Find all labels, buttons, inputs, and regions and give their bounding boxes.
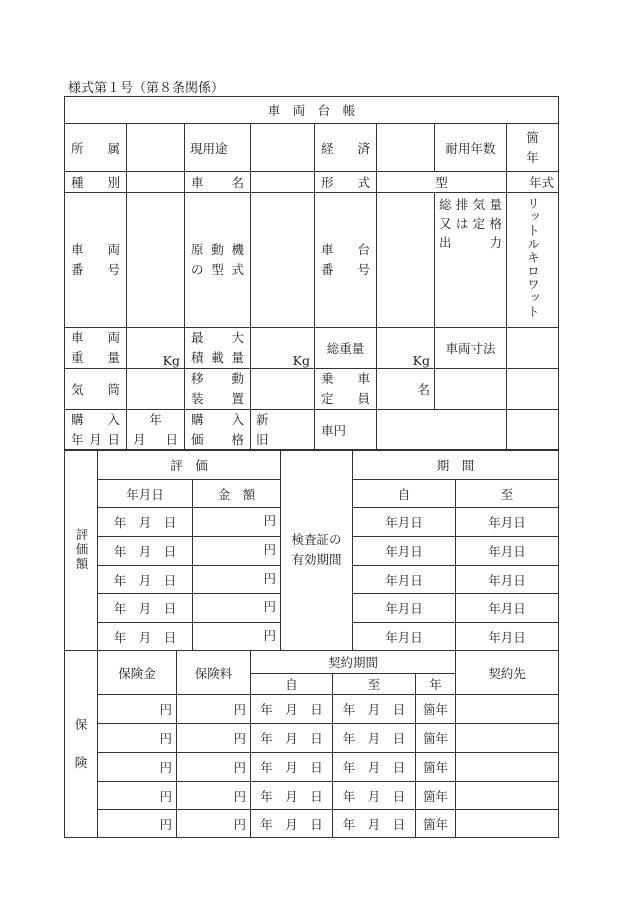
premium[interactable]: 円 [177,753,251,782]
contract-to[interactable]: 年 月 日 [333,695,416,724]
value-shinkyu[interactable]: 新 旧 [251,410,315,451]
form-title: 車 両 台 帳 [65,97,559,124]
value-sharyo-juryo[interactable]: Kg [127,328,185,369]
value-saidai-sekisai[interactable]: Kg [251,328,315,369]
valuation-amount[interactable]: 円 [193,566,281,594]
valuation-date[interactable]: 年 月 日 [98,594,193,623]
valuation-amount[interactable]: 円 [193,594,281,623]
label-hokenryo: 保険料 [177,651,251,695]
value-shadai-bango[interactable] [377,193,435,328]
label-shamei: 車 名 [185,172,251,193]
premium[interactable]: 円 [177,695,251,724]
value-sharyo-bango[interactable] [127,193,185,328]
contract-to[interactable]: 年 月 日 [333,753,416,782]
value-blank-a[interactable] [435,369,507,410]
contract-from[interactable]: 年 月 日 [251,695,333,724]
value-shozoku[interactable] [127,124,185,172]
label-ji: 自 [251,674,333,695]
period-to[interactable]: 年月日 [456,537,559,566]
valuation-date[interactable]: 年 月 日 [98,566,193,594]
label-keiyakusaki: 契約先 [456,651,559,695]
value-shamei[interactable] [251,172,315,193]
value-gendoki[interactable] [251,193,315,328]
contract-party[interactable] [456,695,559,724]
contract-from[interactable]: 年 月 日 [251,782,333,810]
contract-years[interactable]: 箇年 [416,724,456,753]
valuation-date[interactable]: 年 月 日 [98,508,193,537]
label-genyoto: 現用途 [185,124,251,172]
label-gendoki: 原 動 機 の 型 式 [185,193,251,328]
period-from[interactable]: 年月日 [353,508,456,537]
insured-amount[interactable]: 円 [98,753,177,782]
label-konyu-nengappi: 購 入 年 月 日 [65,410,127,451]
label-ido-sochi: 移 動 装 置 [185,369,251,410]
label-kito: 気 筒 [65,369,127,410]
label-kensasho: 検査証の 有効期間 [281,450,353,651]
contract-from[interactable]: 年 月 日 [251,724,333,753]
value-sunpo[interactable] [507,328,559,369]
label-hyokagaku: 評価額 [65,450,98,651]
label-sojuryo: 総重量 [315,328,377,369]
contract-party[interactable] [456,810,559,838]
value-sojuryo[interactable]: Kg [377,328,435,369]
value-konyu-nengappi[interactable]: 年 月 日 [127,410,185,451]
label-keizai: 経 済 [315,124,377,172]
label-ko-nen: 箇 年 [507,124,559,172]
label-hoken: 保 険 [65,651,98,838]
label-nenshiki: 年式 [507,172,559,193]
insured-amount[interactable]: 円 [98,782,177,810]
valuation-amount[interactable]: 円 [193,537,281,566]
period-to[interactable]: 年月日 [456,566,559,594]
label-keishiki: 形 式 [315,172,377,193]
label-sharyo-juryo: 車 両 重 量 [65,328,127,369]
insurance-table [64,650,559,838]
label-sharyo-bango: 車 両 番 号 [65,193,127,328]
label-kikan: 期 間 [353,450,559,480]
value-josha-teiin[interactable]: 名 [377,369,435,410]
contract-from[interactable]: 年 月 日 [251,753,333,782]
period-from[interactable]: 年月日 [353,594,456,623]
period-to[interactable]: 年月日 [456,594,559,623]
label-shadai-bango: 車 台 番 号 [315,193,377,328]
insured-amount[interactable]: 円 [98,695,177,724]
period-to[interactable]: 年月日 [456,623,559,651]
value-kito[interactable] [127,369,185,410]
contract-to[interactable]: 年 月 日 [333,810,416,838]
valuation-amount[interactable]: 円 [193,508,281,537]
contract-years[interactable]: 箇年 [416,695,456,724]
contract-party[interactable] [456,724,559,753]
period-to[interactable]: 年月日 [456,508,559,537]
label-taiyo-nensu: 耐用年数 [435,124,507,172]
label-keiyaku-kikan: 契約期間 [251,651,456,674]
label-itaru: 至 [333,674,416,695]
value-blank-d[interactable] [507,410,559,451]
premium[interactable]: 円 [177,724,251,753]
valuation-date[interactable]: 年 月 日 [98,623,193,651]
period-from[interactable]: 年月日 [353,623,456,651]
value-shaen[interactable]: 車円 [315,410,377,451]
label-nengappi: 年月日 [98,480,193,508]
label-konyu-kakaku: 購 入 価 格 [185,410,251,451]
value-blank-c[interactable] [377,410,507,451]
contract-years[interactable]: 箇年 [416,810,456,838]
value-keizai[interactable] [377,124,435,172]
label-hokenkin: 保険金 [98,651,177,695]
label-shozoku: 所 属 [65,124,127,172]
period-from[interactable]: 年月日 [353,566,456,594]
vehicle-details-table [64,96,559,451]
contract-to[interactable]: 年 月 日 [333,724,416,753]
label-nen: 年 [416,674,456,695]
insured-amount[interactable]: 円 [98,724,177,753]
label-sunpo: 車両寸法 [435,328,507,369]
contract-to[interactable]: 年 月 日 [333,782,416,810]
value-shubetsu[interactable] [127,172,185,193]
contract-party[interactable] [456,782,559,810]
premium[interactable]: 円 [177,782,251,810]
label-kata: 型 [377,172,507,193]
valuation-table [64,449,559,651]
contract-years[interactable]: 箇年 [416,782,456,810]
label-haikiryo: 総 排 気 量 又 は 定 格 出 力 [435,193,507,328]
label-itaru: 至 [456,480,559,508]
value-genyoto[interactable] [251,124,315,172]
label-kingaku: 金 額 [193,480,281,508]
valuation-amount[interactable]: 円 [193,623,281,651]
label-shubetsu: 種 別 [65,172,127,193]
value-ido-sochi[interactable] [251,369,315,410]
label-hyoka: 評 価 [98,450,281,480]
form-caption: 様式第１号（第８条関係） [68,81,225,96]
contract-from[interactable]: 年 月 日 [251,810,333,838]
label-ji: 自 [353,480,456,508]
premium[interactable]: 円 [177,810,251,838]
valuation-date[interactable]: 年 月 日 [98,537,193,566]
value-blank-b[interactable] [507,369,559,410]
label-josha-teiin: 乗 車 定 員 [315,369,377,410]
label-unit-vertical: リットルキロワット [507,193,559,328]
label-saidai-sekisai: 最 大 積 載 量 [185,328,251,369]
period-from[interactable]: 年月日 [353,537,456,566]
contract-party[interactable] [456,753,559,782]
insured-amount[interactable]: 円 [98,810,177,838]
contract-years[interactable]: 箇年 [416,753,456,782]
